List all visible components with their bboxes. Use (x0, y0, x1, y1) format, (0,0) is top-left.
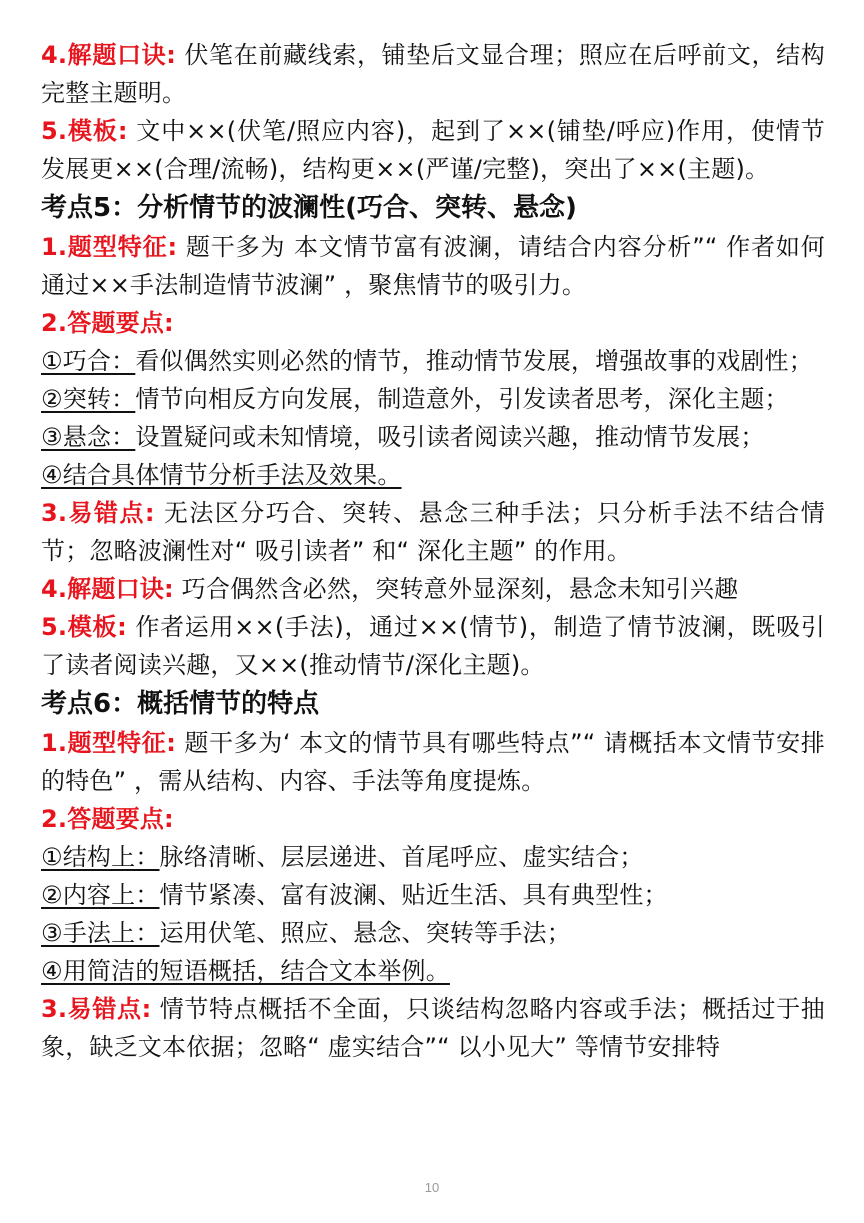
point-text: 情节向相反方向发展，制造意外，引发读者思考，深化主题； (135, 385, 789, 413)
s6-item3 (41, 990, 825, 1066)
s5-point3 (41, 418, 825, 456)
section6-heading: 考点6：概括情节的特点 (41, 689, 320, 719)
label: 3.易错点: (41, 995, 152, 1023)
label: 5.模板: (41, 613, 127, 641)
text: 题干多为‘ 本文的情节具有哪些特点”“ 请概括本文情节安排的特色” ，需从结构、内容、手法等角度提炼。 (41, 729, 825, 795)
point-head: ②内容上： (41, 881, 160, 909)
point-text: 脉络清晰、层层递进、首尾呼应、虚实结合； (159, 843, 644, 871)
label: 1.题型特征: (41, 729, 177, 757)
point-text: 情节紧凑、富有波澜、贴近生活、具有典型性； (159, 881, 668, 909)
s5-point1 (41, 342, 825, 380)
s5-item5 (41, 608, 825, 684)
s5-point2 (41, 380, 825, 418)
document-page (41, 36, 825, 1066)
point-head: ①结构上： (41, 843, 160, 871)
s5-point4 (41, 456, 825, 494)
s6-point1 (41, 838, 825, 876)
s5-item1 (41, 228, 825, 304)
label: 4.解题口诀: (41, 575, 174, 603)
s6-point4 (41, 952, 825, 990)
text: 无法区分巧合、突转、悬念三种手法；只分析手法不结合情节；忽略波澜性对“ 吸引读者” 和“ 深化主题” 的作用。 (41, 499, 825, 565)
point-head: ①巧合： (41, 347, 136, 375)
text: 情节特点概括不全面，只谈结构忽略内容或手法；概括过于抽象，缺乏文本依据；忽略“ 虚实结合”“ 以小见大” 等情节安排特 (41, 995, 825, 1061)
s6-point3 (41, 914, 825, 952)
point-head: ③手法上： (41, 919, 160, 947)
page-number: 10 (424, 1180, 440, 1195)
point-head: ④结合具体情节分析手法及效果。 (41, 461, 402, 489)
text: 题干多为 本文情节富有波澜，请结合内容分析”“ 作者如何通过××手法制造情节波澜” ，聚焦情节的吸引力。 (41, 233, 825, 299)
text: 文中××(伏笔/照应内容)，起到了××(铺垫/呼应)作用，使情节发展更××(合理/流畅)，结构更××(严谨/完整)，突出了××(主题)。 (41, 117, 825, 183)
label: 3.易错点: (41, 499, 155, 527)
point-text: 设置疑问或未知情境，吸引读者阅读兴趣，推动情节发展； (135, 423, 765, 451)
s5-item2 (41, 304, 825, 342)
s6-point2 (41, 876, 825, 914)
label: 2.答题要点: (41, 805, 174, 833)
text: 巧合偶然含必然，突转意外显深刻，悬念未知引兴趣 (181, 575, 739, 603)
label: 5.模板: (41, 117, 128, 145)
s4-item5 (41, 112, 825, 188)
s5-item4 (41, 570, 825, 608)
s5-item3 (41, 494, 825, 570)
section5-heading: 考点5：分析情节的波澜性(巧合、突转、悬念) (41, 193, 577, 223)
point-head: ④用简洁的短语概括，结合文本举例。 (41, 957, 450, 985)
s6-item1 (41, 724, 825, 800)
label: 4.解题口诀: (41, 41, 177, 69)
s4-item4 (41, 36, 825, 112)
text: 作者运用××(手法)，通过××(情节)，制造了情节波澜，既吸引了读者阅读兴趣，又××(推动情节/深化主题)。 (41, 613, 825, 679)
point-text: 运用伏笔、照应、悬念、突转等手法； (159, 919, 571, 947)
label: 2.答题要点: (41, 309, 174, 337)
point-head: ③悬念： (41, 423, 136, 451)
point-text: 看似偶然实则必然的情节，推动情节发展，增强故事的戏剧性； (135, 347, 813, 375)
label: 1.题型特征: (41, 233, 178, 261)
s6-item2 (41, 800, 825, 838)
point-head: ②突转： (41, 385, 136, 413)
text: 伏笔在前藏线索，铺垫后文显合理；照应在后呼前文，结构完整主题明。 (41, 41, 825, 107)
